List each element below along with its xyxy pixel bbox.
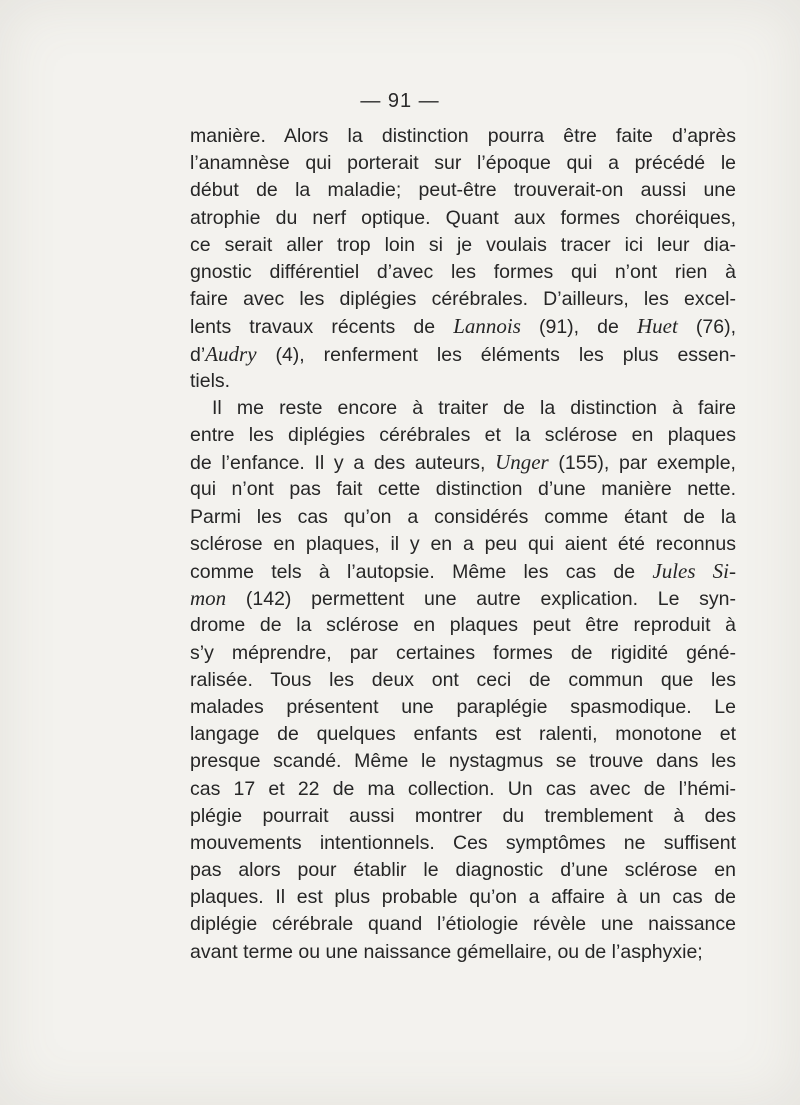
cited-author: Jules Si-	[652, 559, 737, 583]
text-run: entre les diplégies cérébrales et la sclérose en plaques	[190, 424, 736, 447]
paragraph	[190, 395, 736, 966]
text-line	[190, 585, 736, 612]
text-line	[190, 531, 736, 558]
text-run: gnostic différentiel d’avec les formes qui n’ont rien à	[190, 260, 736, 283]
text-line	[190, 177, 736, 204]
text-run: atrophie du nerf optique. Quant aux formes choréiques,	[190, 206, 736, 229]
text-run: (155), par exemple,	[548, 452, 736, 475]
text-line	[190, 694, 736, 721]
text-line	[190, 259, 736, 286]
text-run: pas alors pour établir le diagnostic d’une sclérose en	[190, 859, 736, 882]
text-run: langage de quelques enfants est ralenti, monotone et	[190, 723, 736, 746]
text-line	[190, 341, 736, 368]
text-run: (142) permettent une autre explication. Le syn-	[226, 588, 736, 611]
cited-author: Audry	[205, 341, 257, 366]
cited-author: Unger	[495, 450, 549, 475]
text-run: avant terme ou une naissance gémellaire, ou de l’asphyxie;	[190, 940, 703, 963]
text-line	[190, 748, 736, 775]
text-line	[190, 286, 736, 313]
text-run: plaques. Il est plus probable qu’on a affaire à un cas de	[190, 886, 736, 909]
text-line	[190, 640, 736, 667]
text-run: presque scandé. Même le nystagmus se trouve dans les	[190, 750, 736, 773]
text-line	[190, 368, 736, 395]
text-line	[190, 422, 736, 449]
text-run: sclérose en plaques, il y en a peu qui aient été reconnus	[190, 532, 736, 555]
text-run: qui n’ont pas fait cette distinction d’une manière nette.	[190, 478, 736, 501]
text-run: de l’enfance. Il y a des auteurs,	[190, 452, 496, 475]
text-line	[190, 911, 736, 938]
text-run: (76),	[677, 316, 736, 339]
text-run: diplégie cérébrale quand l’étiologie révèle une naissance	[190, 913, 736, 936]
text-run: ralisée. Tous les deux ont ceci de commun que les	[190, 668, 736, 691]
text-run: mouvements intentionnels. Ces symptômes ne suffisent	[190, 831, 736, 854]
text-run: manière. Alors la distinction pourra être faite d’après	[190, 125, 736, 147]
text-run: plégie pourrait aussi montrer du tremblement à des	[190, 804, 736, 827]
text-run: (4), renferment les éléments les plus essen-	[256, 343, 736, 366]
text-line	[190, 803, 736, 830]
text-line	[190, 205, 736, 232]
text-line	[190, 150, 736, 177]
cited-author: Lannois	[453, 314, 521, 339]
text-run: tiels.	[190, 369, 231, 392]
paragraph	[190, 123, 736, 395]
cited-author: Huet	[636, 314, 678, 339]
text-line	[190, 395, 736, 422]
text-line	[190, 830, 736, 857]
text-run: l’anamnèse qui porterait sur l’époque qui a précédé le	[190, 152, 736, 175]
text-run: malades présentent une paraplégie spasmodique. Le	[190, 695, 736, 718]
text-run: début de la maladie; peut-être trouverait-on aussi une	[190, 179, 736, 202]
text-run: (91), de	[520, 316, 637, 339]
text-line	[190, 939, 736, 966]
text-line	[190, 313, 736, 340]
text-line	[190, 857, 736, 884]
text-line	[190, 232, 736, 259]
text-run: cas 17 et 22 de ma collection. Un cas avec de l’hémi-	[190, 777, 736, 800]
text-line	[190, 721, 736, 748]
text-run: Parmi les cas qu’on a considérés comme étant de la	[190, 505, 736, 528]
text-run: ce serait aller trop loin si je voulais tracer ici leur dia-	[190, 233, 736, 256]
text-run: drome de la sclérose en plaques peut être reproduit à	[190, 614, 736, 637]
text-run: Il me reste encore à traiter de la distinction à faire	[212, 396, 736, 419]
text-line	[190, 449, 736, 476]
text-line	[190, 123, 736, 150]
text-line	[190, 884, 736, 911]
text-run: faire avec les diplégies cérébrales. D’ailleurs, les excel-	[190, 288, 736, 311]
text-line	[190, 776, 736, 803]
text-line	[190, 476, 736, 503]
cited-author: mon	[190, 586, 227, 611]
text-run: comme tels à l’autopsie. Même les cas de	[190, 561, 653, 583]
text-line	[190, 667, 736, 694]
page-number: — 91 —	[360, 90, 440, 112]
body-text	[190, 123, 736, 966]
text-line	[190, 612, 736, 639]
text-run: lents travaux récents de	[190, 316, 454, 339]
text-line	[190, 558, 736, 585]
text-line	[190, 504, 736, 531]
text-run: d’	[190, 343, 206, 366]
text-run: s’y méprendre, par certaines formes de rigidité géné-	[190, 641, 736, 664]
